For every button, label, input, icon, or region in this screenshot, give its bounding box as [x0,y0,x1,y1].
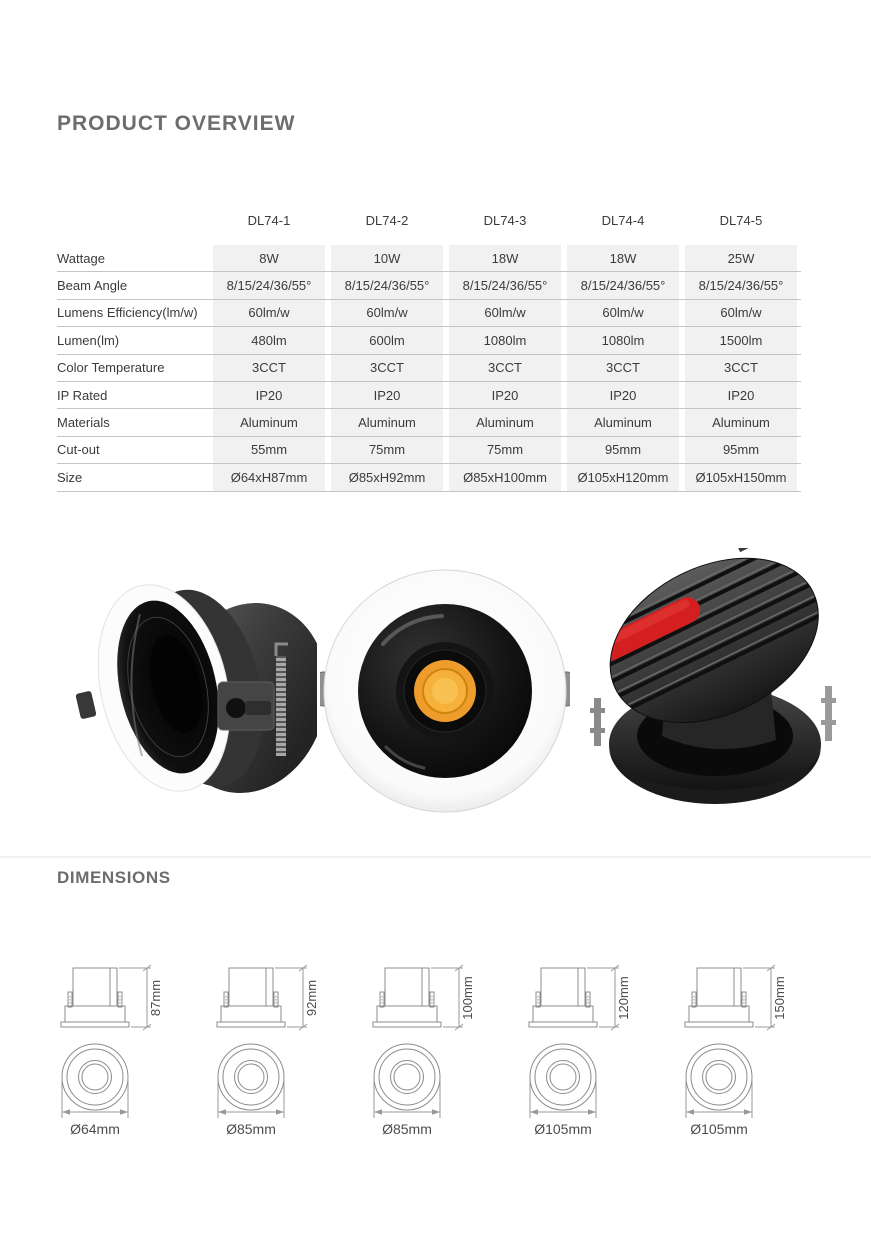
cell: Ø85xH100mm [449,464,561,490]
led-chip [414,660,476,722]
cell: 3CCT [567,355,679,381]
height-label: 87mm [148,979,163,1017]
cell: 480lm [213,327,325,353]
cell: 10W [331,245,443,271]
side-view-outline [61,968,129,1027]
cell: 18W [567,245,679,271]
cell: 8W [213,245,325,271]
height-dimension-line [587,965,619,1030]
row-label: Wattage [57,245,207,271]
row-label: IP Rated [57,382,207,408]
cell: IP20 [213,382,325,408]
row-label: Lumen(lm) [57,327,207,353]
cell: 1500lm [685,327,797,353]
cell: 3CCT [331,355,443,381]
diameter-dimension-line [62,1080,128,1118]
diameter-dimension-line [218,1080,284,1118]
cell: 8/15/24/36/55° [213,272,325,298]
side-nub [75,691,96,720]
spec-table-header [57,204,801,237]
dimension-drawings-row [20,962,794,1162]
cell: 18W [449,245,561,271]
table-row-ip-rated [57,382,801,409]
top-view-circles [686,1044,752,1110]
cell: Aluminum [449,409,561,435]
cell: 60lm/w [331,300,443,326]
column-header: DL74-1 [247,213,291,228]
side-view-outline [685,968,753,1027]
cell: Ø85xH92mm [331,464,443,490]
cell: 600lm [331,327,443,353]
cell: 3CCT [685,355,797,381]
diameter-dimension-line [686,1080,752,1118]
row-label: Lumens Efficiency(lm/w) [57,300,207,326]
section-divider [0,856,871,858]
cell: IP20 [331,382,443,408]
cell: 95mm [685,437,797,463]
cell: 25W [685,245,797,271]
top-view-circles [374,1044,440,1110]
row-label: Color Temperature [57,355,207,381]
cell: 55mm [213,437,325,463]
cell: 8/15/24/36/55° [331,272,443,298]
cell: 60lm/w [449,300,561,326]
cell: 60lm/w [213,300,325,326]
dimensions-title: DIMENSIONS [57,868,171,887]
right-spring-clip [821,686,836,741]
product-photo-adjustable-view [578,548,850,816]
height-label: 150mm [772,976,787,1020]
cell: 60lm/w [567,300,679,326]
height-dimension-line [431,965,463,1030]
height-label: 120mm [616,976,631,1020]
table-row-materials [57,409,801,436]
diameter-label: Ø64mm [70,1121,120,1137]
dimension-drawing-dl74-1 [20,962,170,1162]
column-header: DL74-5 [719,213,763,228]
cell: Aluminum [685,409,797,435]
diameter-label: Ø105mm [690,1121,748,1137]
cell: 60lm/w [685,300,797,326]
cell: Ø64xH87mm [213,464,325,490]
diameter-label: Ø105mm [534,1121,592,1137]
diameter-label: Ø85mm [226,1121,276,1137]
cell: Aluminum [331,409,443,435]
spec-table [57,204,801,492]
column-header: DL74-3 [483,213,527,228]
side-view-outline [529,968,597,1027]
table-row-lumen [57,327,801,354]
left-spring-clip [590,698,605,746]
cell: 75mm [331,437,443,463]
cell: Ø105xH120mm [567,464,679,490]
table-row-beam-angle [57,272,801,299]
cell: Aluminum [567,409,679,435]
height-label: 100mm [460,976,475,1020]
cell: Ø105xH150mm [685,464,797,490]
cell: 3CCT [213,355,325,381]
cell: IP20 [685,382,797,408]
cell: Aluminum [213,409,325,435]
diameter-label: Ø85mm [382,1121,432,1137]
cell: 1080lm [567,327,679,353]
height-dimension-line [119,965,151,1030]
top-view-circles [218,1044,284,1110]
top-view-circles [530,1044,596,1110]
table-row-cut-out [57,437,801,464]
row-label: Size [57,464,207,490]
row-label: Cut-out [57,437,207,463]
cell: 75mm [449,437,561,463]
table-row-lumens-efficiency [57,300,801,327]
column-header: DL74-2 [365,213,409,228]
top-view-circles [62,1044,128,1110]
table-row-wattage [57,245,801,272]
side-view-outline [373,968,441,1027]
cell: 8/15/24/36/55° [685,272,797,298]
dimension-drawing-dl74-3 [332,962,482,1162]
height-label: 92mm [304,979,319,1017]
cell: 1080lm [449,327,561,353]
column-header: DL74-4 [601,213,645,228]
cell: 3CCT [449,355,561,381]
diameter-dimension-line [374,1080,440,1118]
dimension-drawing-dl74-2 [176,962,326,1162]
cell: 8/15/24/36/55° [449,272,561,298]
page-title: PRODUCT OVERVIEW [57,112,296,135]
cell: IP20 [567,382,679,408]
diameter-dimension-line [530,1080,596,1118]
height-dimension-line [743,965,775,1030]
table-row-color-temperature [57,355,801,382]
product-photo-side-view [52,556,317,818]
table-row-size [57,464,801,491]
cell: 8/15/24/36/55° [567,272,679,298]
side-view-outline [217,968,285,1027]
cell: 95mm [567,437,679,463]
row-label: Materials [57,409,207,435]
dimension-drawing-dl74-5 [644,962,794,1162]
product-photo-front-view [320,566,570,816]
cell: IP20 [449,382,561,408]
dimension-drawing-dl74-4 [488,962,638,1162]
height-dimension-line [275,965,307,1030]
row-label: Beam Angle [57,272,207,298]
